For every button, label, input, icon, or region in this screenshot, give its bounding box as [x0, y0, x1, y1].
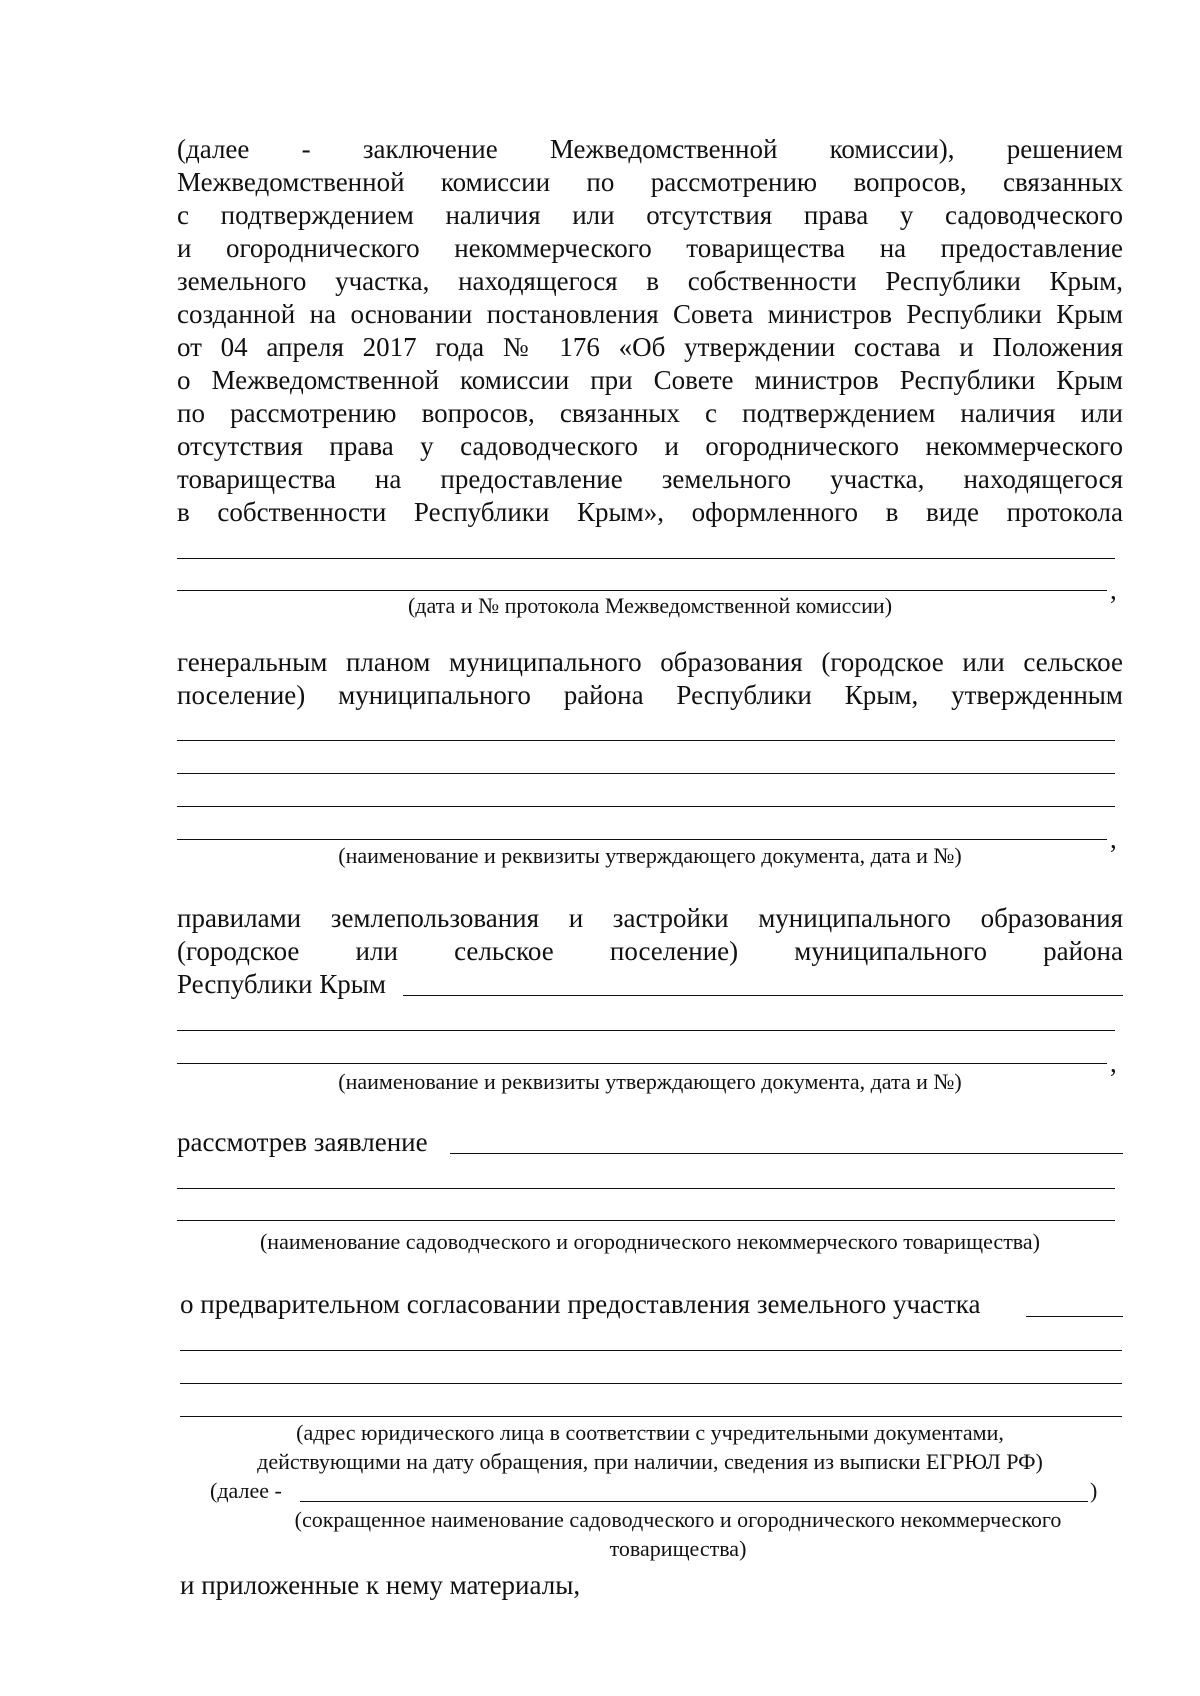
- text-line: с подтверждением наличия или отсутствия права у садоводческого: [177, 200, 1123, 230]
- comma: ,: [1110, 575, 1117, 605]
- text-line: по рассмотрению вопросов, связанных с подтверждением наличия или: [177, 398, 1123, 428]
- text-line: поселение) муниципального района Республики Крым, утвержденным: [177, 680, 1123, 710]
- text-line: Межведомственной комиссии по рассмотрению вопросов, связанных: [177, 167, 1123, 197]
- fill-line[interactable]: [177, 1188, 1115, 1189]
- fill-line[interactable]: [180, 1416, 1122, 1417]
- text-line: Республики Крым: [177, 969, 386, 999]
- fill-line[interactable]: [450, 1153, 1123, 1154]
- text-line: в собственности Республики Крым», оформленного в виде протокола: [177, 497, 1123, 527]
- fill-line[interactable]: [177, 1220, 1115, 1221]
- fill-line[interactable]: [1026, 1316, 1123, 1317]
- text-line: генеральным планом муниципального образования (городское или сельское: [177, 647, 1123, 677]
- fill-line[interactable]: [177, 740, 1115, 741]
- approval-label: о предварительном согласовании предоставления земельного участка: [180, 1289, 981, 1319]
- text-line: правилами землепользования и застройки муниципального образования: [177, 903, 1123, 933]
- fill-line[interactable]: [177, 558, 1115, 559]
- caption-general-plan: (наименование и реквизиты утверждающего документа, дата и №): [338, 843, 962, 868]
- text-line: (городское или сельское поселение) муниципального района: [177, 936, 1123, 966]
- text-line: земельного участка, находящегося в собственности Республики Крым,: [177, 266, 1123, 296]
- hereinafter-suffix: ): [1090, 1478, 1098, 1503]
- fill-line[interactable]: [180, 1383, 1122, 1384]
- caption-short-name-line1: (сокращенное наименование садоводческого и огороднического некоммерческого: [294, 1507, 1062, 1532]
- hereinafter-prefix: (далее -: [210, 1478, 282, 1503]
- caption-protocol: (дата и № протокола Межведомственной комиссии): [407, 593, 893, 618]
- fill-line[interactable]: [180, 1350, 1122, 1351]
- comma: ,: [1110, 824, 1117, 854]
- fill-line[interactable]: [300, 1501, 1088, 1502]
- caption-rules: (наименование и реквизиты утверждающего документа, дата и №): [338, 1069, 962, 1094]
- fill-line[interactable]: [177, 839, 1107, 840]
- text-line: отсутствия права у садоводческого и огороднического некоммерческого: [177, 431, 1123, 461]
- fill-line[interactable]: [177, 1030, 1115, 1031]
- fill-line[interactable]: [403, 995, 1123, 996]
- text-line: о Межведомственной комиссии при Совете министров Республики Крым: [177, 365, 1123, 395]
- caption-address-line2: действующими на дату обращения, при наличии, сведения из выписки ЕГРЮЛ РФ): [257, 1449, 1043, 1474]
- application-label: рассмотрев заявление: [177, 1127, 428, 1157]
- fill-line[interactable]: [177, 1063, 1107, 1064]
- fill-line[interactable]: [177, 806, 1115, 807]
- caption-short-name-line2: товарищества): [609, 1536, 747, 1561]
- text-line: и огороднического некоммерческого товарищества на предоставление: [177, 233, 1123, 263]
- caption-partnership: (наименование садоводческого и огороднического некоммерческого товарищества): [259, 1229, 1040, 1254]
- comma: ,: [1110, 1048, 1117, 1078]
- text-line: товарищества на предоставление земельного участка, находящегося: [177, 464, 1123, 494]
- text-line: (далее - заключение Межведомственной комиссии), решением: [177, 134, 1123, 164]
- text-line: созданной на основании постановления Совета министров Республики Крым: [177, 299, 1123, 329]
- fill-line[interactable]: [177, 773, 1115, 774]
- closing-text: и приложенные к нему материалы,: [180, 1570, 581, 1600]
- text-line: от 04 апреля 2017 года № 176 «Об утверждении состава и Положения: [177, 332, 1123, 362]
- caption-address-line1: (адрес юридического лица в соответствии с учредительными документами,: [296, 1420, 1004, 1445]
